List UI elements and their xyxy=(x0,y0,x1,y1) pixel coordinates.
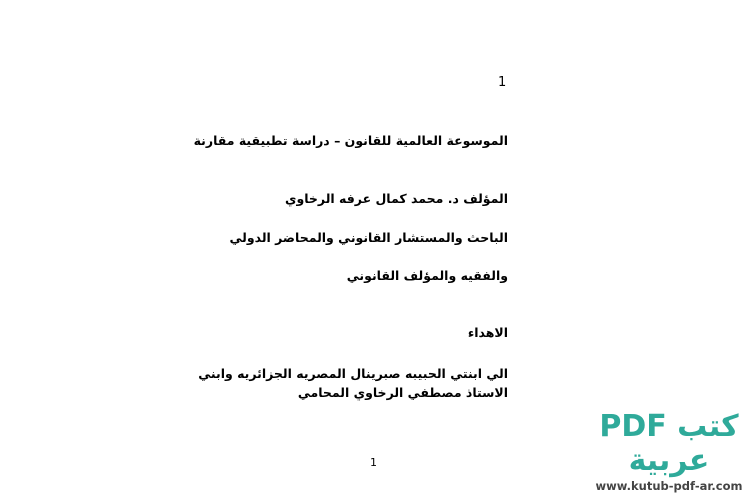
dedication-line-1: الي ابنتي الحبيبه صبرينال المصريه الجزائريه وابني xyxy=(198,366,508,381)
author-line: المؤلف د. محمد كمال عرفه الرخاوي xyxy=(285,191,508,206)
page-number-top: 1 xyxy=(498,75,507,90)
role-line-2: والفقيه والمؤلف القانوني xyxy=(346,268,508,283)
watermark-logo xyxy=(594,410,744,494)
watermark-title: كتب PDF عربية xyxy=(599,409,739,478)
dedication-heading: الاهداء xyxy=(467,325,508,340)
page-number-bottom: 1 xyxy=(370,456,377,469)
dedication-line-2: الاستاذ مصطفي الرخاوي المحامي xyxy=(297,385,508,400)
watermark-url: www.kutub-pdf-ar.com xyxy=(595,479,743,493)
document-title: الموسوعة العالمية للقانون – دراسة تطبيقية مقارنة xyxy=(193,133,508,148)
role-line-1: الباحث والمستشار القانوني والمحاضر الدولي xyxy=(229,230,508,245)
